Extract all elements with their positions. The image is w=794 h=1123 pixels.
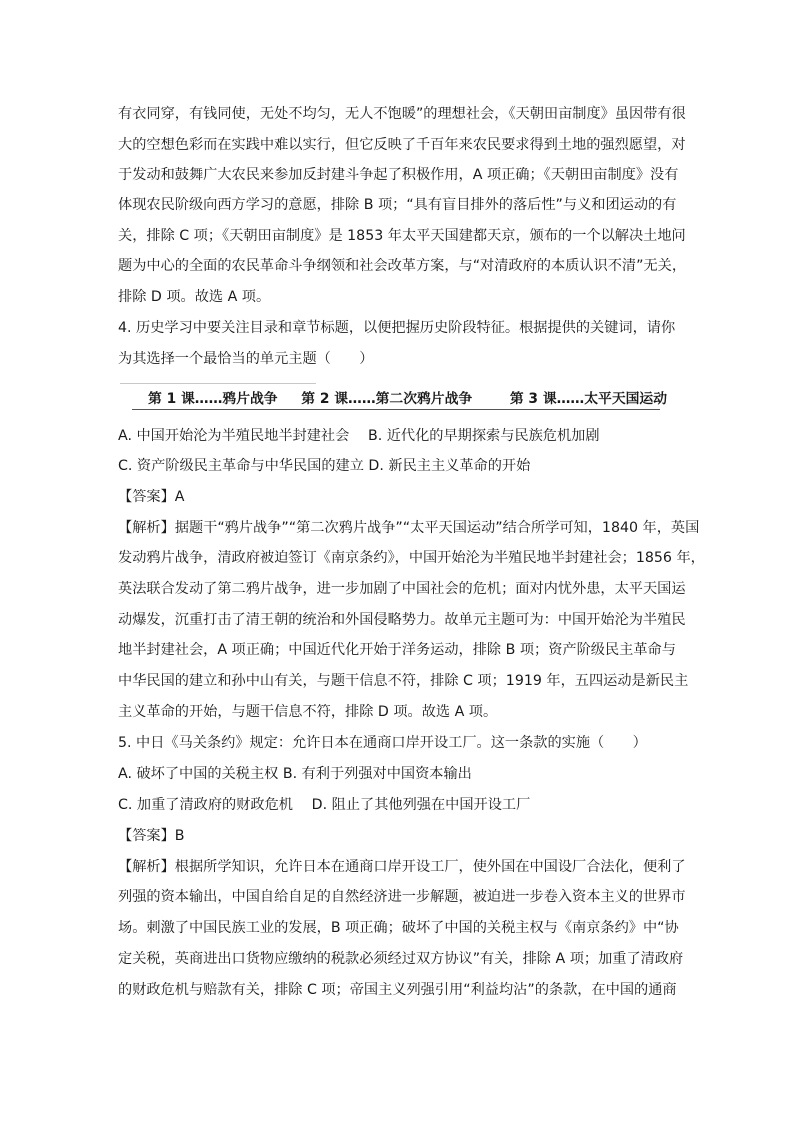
analysis-line: 列强的资本输出，中国自给自足的自然经济进一步解题，被迫进一步卷入资本主义的世界市 [118,889,686,905]
analysis-line: 中华民国的建立和孙中山有关，与题干信息不符，排除 C 项；1919 年，五四运动是新民主 [118,673,689,689]
question-4-stem: 4. 历史学习中要关注目录和章节标题，以便把握历史阶段特征。根据提供的关键词，请你 [118,320,676,336]
analysis-line: 地半封建社会，A 项正确；中国近代化开始于洋务运动，排除 B 项；资产阶级民主革命与 [118,642,676,658]
lesson-1: 第 1 课……鸦片战争 [148,391,278,407]
text-line: 题为中心的全面的农民革命斗争纲领和社会改革方案，与“对清政府的本质认识不清”无关， [118,258,687,274]
text-line: 关，排除 C 项；《天朝田亩制度》是 1853 年太平天国建都天京，颁布的一个以解决土地问 [118,228,686,244]
question-5-stem: 5. 中日《马关条约》规定：允许日本在通商口岸开设工厂。这一条款的实施（ ） [118,735,647,751]
lesson-table [148,389,667,409]
table-bottom-rule [132,409,660,410]
analysis-line: 定关税，英商进出口货物应缴纳的税款必须经过双方协议”有关，排除 A 项；加重了清政府 [118,951,684,967]
option-line: A. 中国开始沦为半殖民地半封建社会 B. 近代化的早期探索与民族危机加剧 [118,428,600,444]
analysis-line: 发动鸦片战争，清政府被迫签订《南京条约》，中国开始沦为半殖民地半封建社会；1856 年， [118,550,705,566]
analysis-line: 动爆发，沉重打击了清王朝的统治和外国侵略势力。故单元主题可为：中国开始沦为半殖民 [118,612,686,628]
question-4-stem: 为其选择一个最恰当的单元主题（ ） [118,351,374,367]
lesson-2: 第 2 课……第二次鸦片战争 [301,391,473,407]
option-line: C. 资产阶级民主革命与中华民国的建立 D. 新民主主义革命的开始 [118,458,531,474]
analysis-line: 英法联合发动了第二鸦片战争，进一步加剧了中国社会的危机；面对内忧外患，太平天国运 [118,581,686,597]
text-line: 有衣同穿，有钱同使，无处不均匀，无人不饱暖”的理想社会，《天朝田亩制度》虽因带有很 [118,106,686,122]
analysis-line: 【解析】根据所学知识，允许日本在通商口岸开设工厂，使外国在中国设厂合法化，便利了 [118,859,686,875]
table-top-rule [120,383,316,384]
lesson-3: 第 3 课……太平天国运动 [509,391,668,407]
analysis-line: 场。刺激了中国民族工业的发展，B 项正确；破坏了中国的关税主权与《南京条约》中“协 [118,920,679,936]
text-line: 排除 D 项。故选 A 项。 [118,289,271,305]
text-line: 体现农民阶级向西方学习的意愿，排除 B 项；“具有盲目排外的落后性”与义和团运动的有 [118,197,677,213]
analysis-line: 的财政危机与赔款有关，排除 C 项；帝国主义列强引用“利益均沾”的条款，在中国的通商 [118,982,677,998]
option-line: A. 破坏了中国的关税主权 B. 有利于列强对中国资本输出 [118,766,472,782]
text-line: 大的空想色彩而在实践中难以实行，但它反映了千百年来农民要求得到土地的强烈愿望，对 [118,137,686,153]
analysis-line: 主义革命的开始，与题干信息不符，排除 D 项。故选 A 项。 [118,704,498,720]
answer-label: 【答案】B [118,828,185,844]
answer-label: 【答案】A [118,489,185,505]
analysis-line: 【解析】据题干“鸦片战争”“第二次鸦片战争”“太平天国运动”结合所学可知，1840 年，英国 [118,520,700,536]
text-line: 于发动和鼓舞广大农民来参加反封建斗争起了积极作用，A 项正确；《天朝田亩制度》没有 [118,167,679,183]
option-line: C. 加重了清政府的财政危机 D. 阻止了其他列强在中国开设工厂 [118,797,531,813]
